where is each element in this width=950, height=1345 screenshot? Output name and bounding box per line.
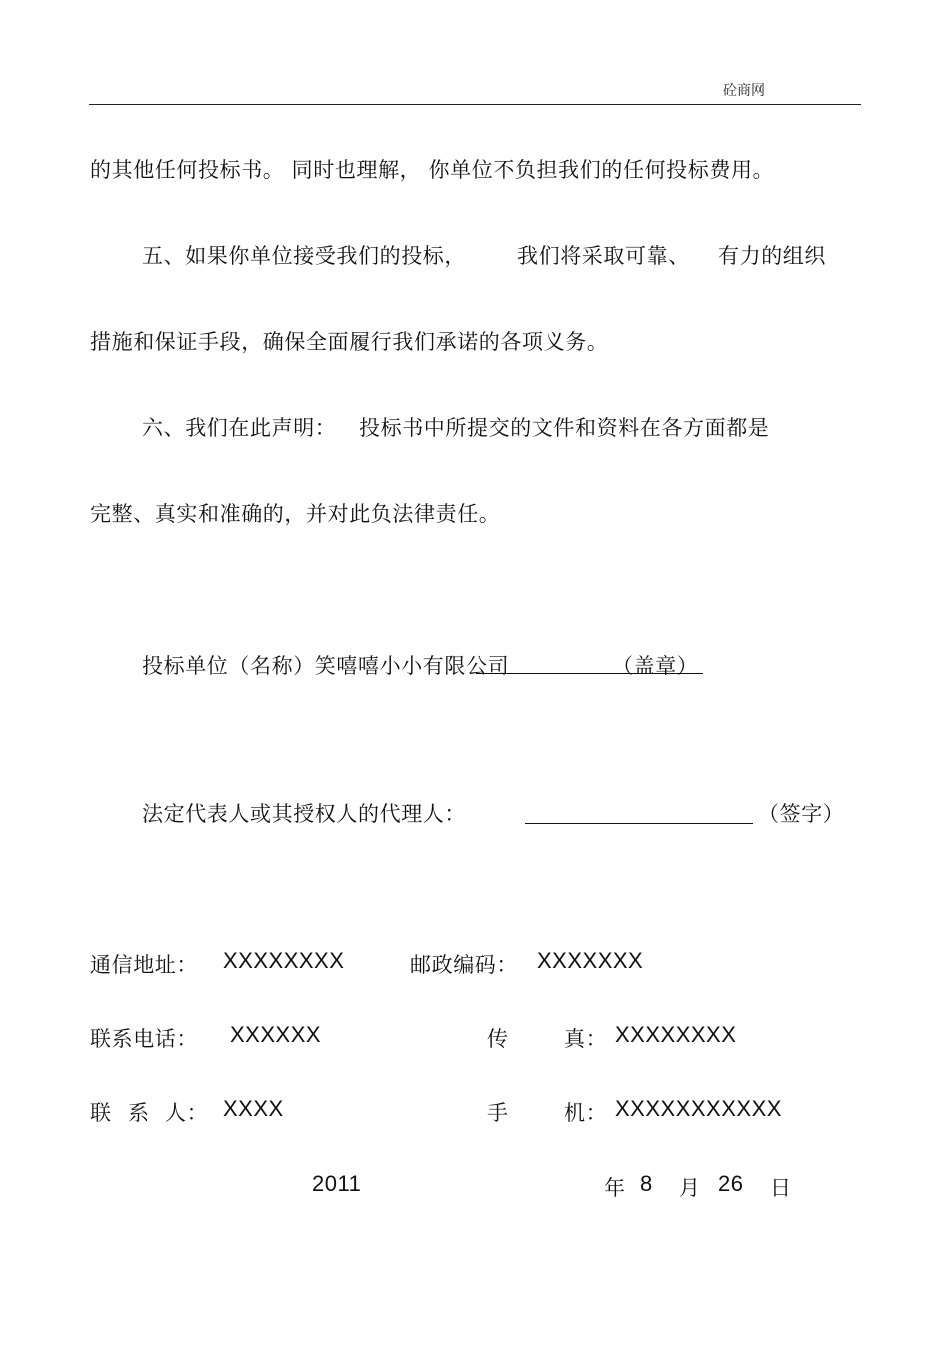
- signature-line: [525, 823, 753, 824]
- date-year: 2011: [312, 1171, 362, 1196]
- date-month: 8: [640, 1171, 653, 1196]
- contact-person-label-b: 系: [128, 1101, 150, 1125]
- date-year-label: 年: [604, 1176, 626, 1200]
- clause-5-part-c: 有力的组织: [718, 244, 826, 268]
- fax-label-b: 真：: [564, 1027, 608, 1051]
- postcode-label: 邮政编码：: [410, 953, 518, 977]
- date-month-label: 月: [679, 1176, 701, 1200]
- bidder-name: 投标单位（名称）笑嘻嘻小小有限公司: [142, 654, 510, 678]
- representative-label: 法定代表人或其授权人的代理人：: [142, 802, 466, 826]
- clause-5-part-a: 五、如果你单位接受我们的投标，: [142, 244, 466, 268]
- site-name: 砼商网: [723, 83, 765, 99]
- phone-value: XXXXXX: [230, 1022, 322, 1047]
- fax-value: XXXXXXXX: [615, 1022, 737, 1047]
- clause-6-line-2: 完整、真实和准确的，并对此负法律责任。: [90, 502, 501, 526]
- header-rule: [89, 104, 861, 105]
- fax-label-a: 传: [487, 1027, 509, 1051]
- mobile-label-b: 机：: [564, 1101, 608, 1125]
- mobile-value: XXXXXXXXXXX: [615, 1096, 782, 1121]
- paragraph-line-1: 的其他任何投标书。 同时也理解， 你单位不负担我们的任何投标费用。: [90, 158, 775, 182]
- seal-label: （盖章）: [612, 654, 699, 678]
- date-day: 26: [718, 1171, 744, 1196]
- address-value: XXXXXXXX: [223, 948, 345, 973]
- address-label: 通信地址：: [90, 953, 198, 977]
- contact-person-label-a: 联: [90, 1101, 112, 1125]
- date-day-label: 日: [770, 1176, 792, 1200]
- clause-6-part-a: 六、我们在此声明：: [142, 416, 337, 440]
- clause-5-line-2: 措施和保证手段，确保全面履行我们承诺的各项义务。: [90, 330, 609, 354]
- mobile-label-a: 手: [487, 1101, 509, 1125]
- contact-person-label-c: 人：: [165, 1101, 209, 1125]
- clause-6-part-b: 投标书中所提交的文件和资料在各方面都是: [359, 416, 770, 440]
- clause-5-part-b: 我们将采取可靠、: [517, 244, 690, 268]
- phone-label: 联系电话：: [90, 1027, 198, 1051]
- postcode-value: XXXXXXX: [537, 948, 644, 973]
- sign-label: （签字）: [758, 802, 845, 826]
- seal-underline: [476, 673, 703, 674]
- contact-person-value: XXXX: [223, 1096, 284, 1121]
